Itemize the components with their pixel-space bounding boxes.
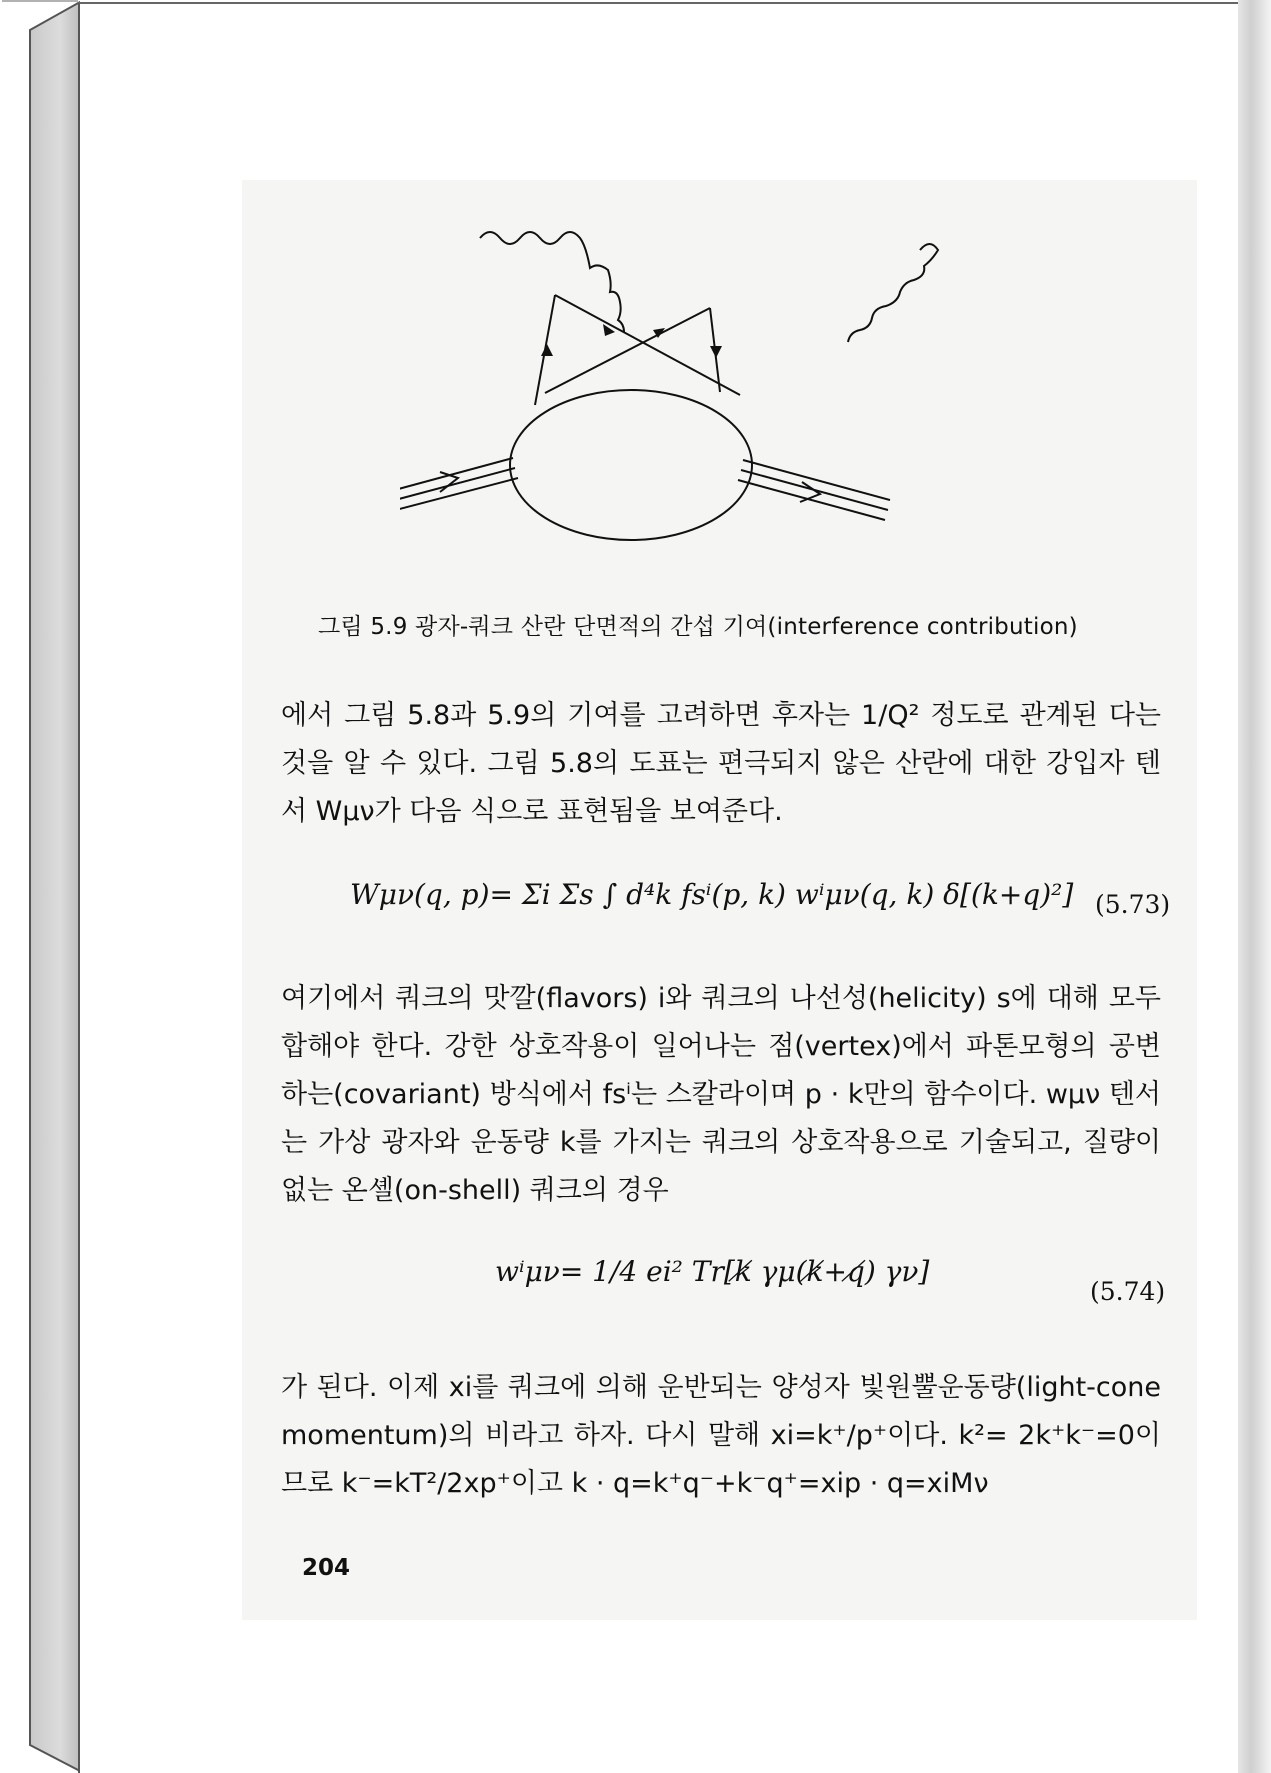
hadron-blob	[510, 390, 752, 540]
page-edge-shadow	[1238, 0, 1271, 1773]
book-spine-graphic	[0, 0, 80, 1773]
paragraph-1-text: 에서 그림 5.8과 5.9의 기여를 고려하면 후자는 1/Q² 정도로 관계된 다는 것을 알 수 있다. 그림 5.8의 도표는 편극되지 않은 산란에 대한 강입자 텐서 Wμν가 다음 식으로 표현됨을 보여준다.	[281, 700, 1161, 827]
paragraph-3	[281, 1364, 1161, 1508]
proton-out-1	[743, 460, 890, 500]
book-spine	[0, 0, 80, 1773]
equation-number-5-74: (5.74)	[1090, 1277, 1166, 1306]
paragraph-2	[281, 975, 1161, 1215]
figure-caption: 그림 5.9 광자-쿼크 산란 단면적의 간섭 기여(interference contribution)	[318, 614, 1078, 640]
proton-in-arrow	[440, 472, 458, 492]
arrow-down-right	[710, 346, 722, 358]
paragraph-2-text: 여기에서 쿼크의 맛깔(flavors) i와 쿼크의 나선성(helicity) s에 대해 모두 합해야 한다. 강한 상호작용이 일어나는 점(vertex)에서 파톤모형의 공변하는(covariant) 방식에서 fsⁱ는 스칼라이며 p · k만의 함수이다. wμν 텐서는 가상 광자와 운동량 k를 가지는 쿼크의 상호작용으로 기술되고, 질량이 없는 온셸(on-shell) 쿼크의 경우	[281, 983, 1161, 1206]
proton-out-arrow	[800, 482, 820, 502]
arrow-up-left	[541, 344, 553, 356]
equation-number-5-73: (5.73)	[1095, 890, 1171, 919]
photon-right	[848, 244, 938, 342]
quark-line-cross-1	[555, 295, 740, 395]
page-number: 204	[302, 1555, 351, 1581]
equation-5-74: wⁱμν= 1/4 ei² Tr[k̸ γμ(k̸+q̸) γν]	[495, 1255, 930, 1288]
feynman-diagram	[400, 210, 1020, 600]
paragraph-3-text: 가 된다. 이제 xi를 쿼크에 의해 운반되는 양성자 빛원뿔운동량(light-cone momentum)의 비라고 하자. 다시 말해 xi=k⁺/p⁺이다. k²= 2k⁺k⁻=0이므로 k⁻=kT²/2xp⁺이고 k · q=k⁺q⁻+k⁻q⁺=xip · q=xiMν	[281, 1372, 1161, 1499]
interference-diagram-svg	[400, 210, 1020, 600]
proton-out-3	[738, 480, 885, 520]
quark-line-cross-2	[545, 308, 710, 393]
paragraph-1	[281, 692, 1161, 836]
equation-5-73: Wμν(q, p)= Σi Σs ∫ d⁴k fsⁱ(p, k) wⁱμν(q, k) δ[(k+q)²]	[350, 878, 1074, 911]
